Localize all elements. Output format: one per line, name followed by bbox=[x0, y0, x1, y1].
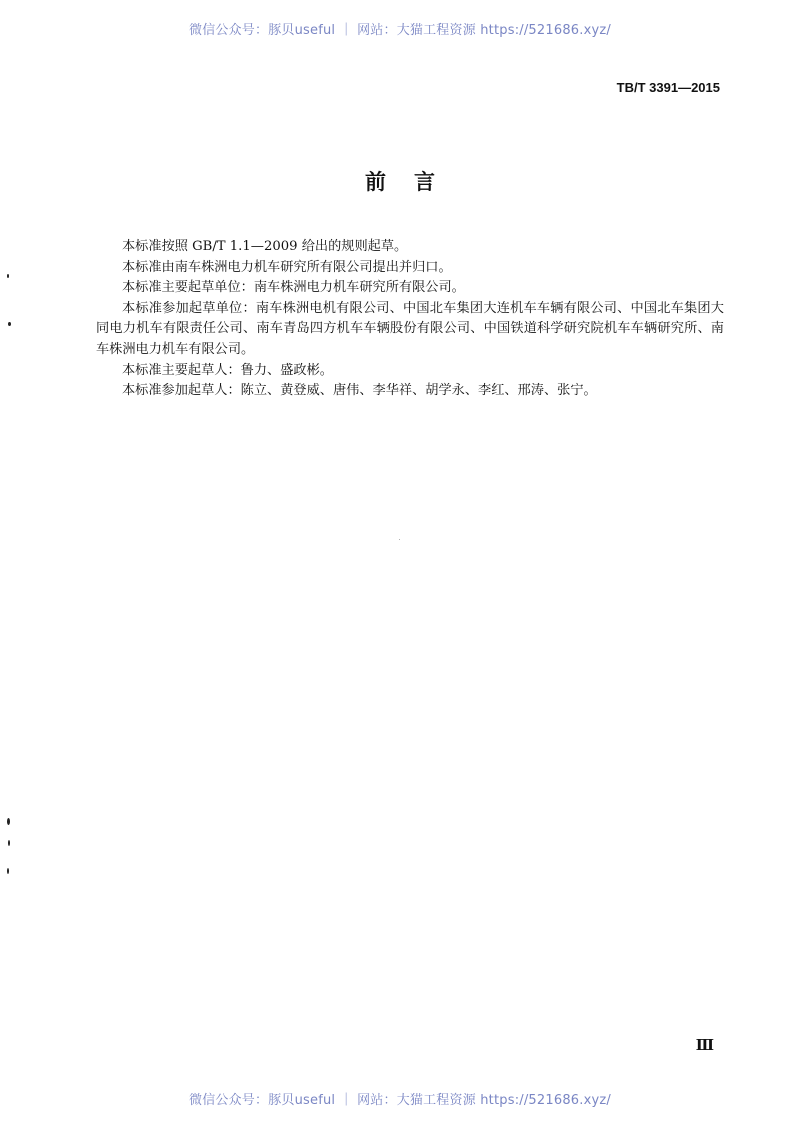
paragraph-main-drafters: 本标准主要起草人：鲁力、盛政彬。 bbox=[122, 362, 333, 378]
paragraph-main-drafting-unit: 本标准主要起草单位：南车株洲电力机车研究所有限公司。 bbox=[122, 280, 465, 296]
scan-speck bbox=[7, 274, 9, 278]
watermark-bottom: 微信公众号：豚贝useful ｜ 网站：大猫工程资源 https://521686.xyz/ bbox=[189, 1093, 611, 1108]
document-code: TB/T 3391—2015 bbox=[616, 80, 720, 95]
page-number: Ⅲ bbox=[695, 1036, 714, 1054]
paragraph-participating-drafters: 本标准参加起草人：陈立、黄登威、唐伟、李华祥、胡学永、李红、邢涛、张宁。 bbox=[122, 383, 597, 399]
paragraph-participating-units: 本标准参加起草单位：南车株洲电机有限公司、中国北车集团大连机车车辆有限公司、中国北车集团大同电力机车有限责任公司、南车青岛四方机车车辆股份有限公司、中国铁道科学研究院机车车辆研究所、南车株洲电力机车有限公司。 bbox=[96, 300, 724, 357]
page-title: 前言 bbox=[365, 170, 463, 194]
paragraph-proposer: 本标准由南车株洲电力机车研究所有限公司提出并归口。 bbox=[122, 259, 452, 275]
scan-speck bbox=[8, 840, 10, 846]
scan-speck bbox=[8, 322, 11, 326]
watermark-top: 微信公众号：豚贝useful ｜ 网站：大猫工程资源 https://521686.xyz/ bbox=[189, 23, 611, 38]
scan-speck bbox=[7, 868, 9, 874]
paragraph-drafting-rules: 本标准按照 GB/T 1.1—2009 给出的规则起草。 bbox=[122, 239, 408, 254]
scan-speck bbox=[7, 818, 10, 825]
scan-speck bbox=[399, 539, 400, 540]
preface-body bbox=[96, 237, 724, 402]
